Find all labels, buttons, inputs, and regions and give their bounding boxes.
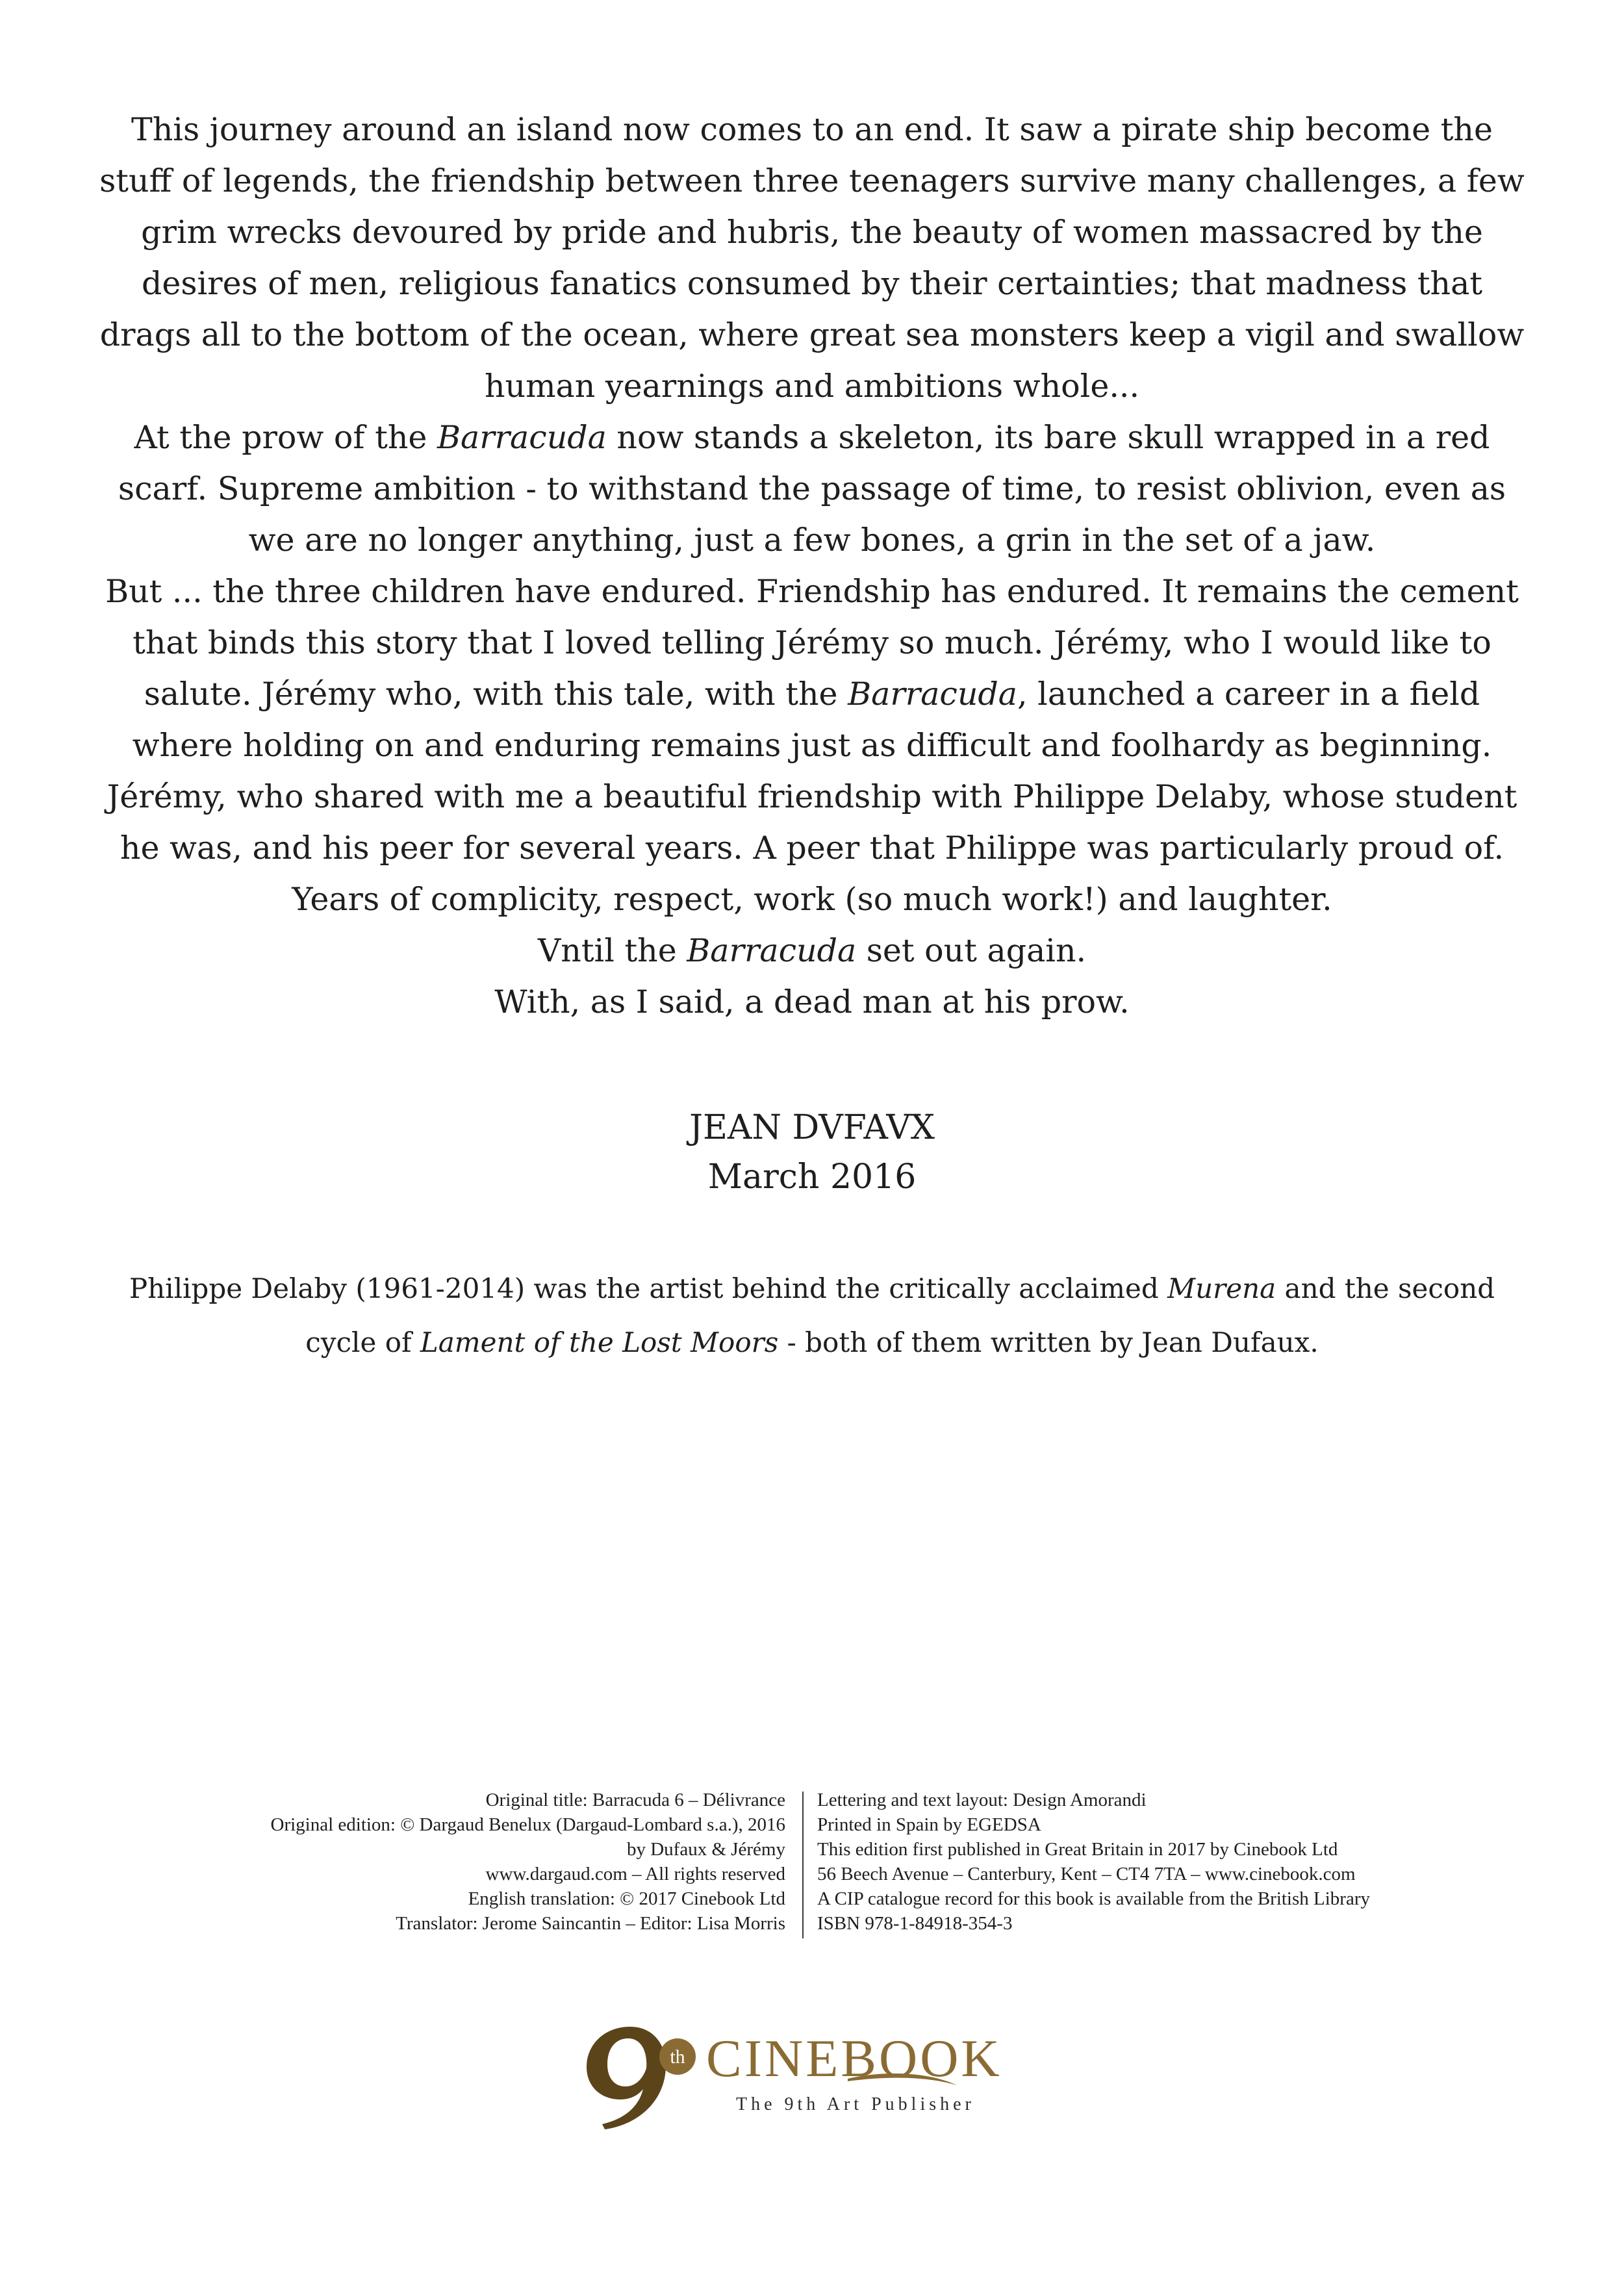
credits-left-column (71, 1788, 785, 1936)
text-run: At the prow of the (134, 419, 437, 456)
afterword-paragraph-4: Years of complicity, respect, work (so much work!) and laughter. (292, 881, 1332, 918)
credit-line: ISBN 978-1-84918-354-3 (817, 1913, 1013, 1934)
afterword-paragraph-2 (97, 412, 1527, 566)
afterword-paragraph-5 (97, 925, 1527, 976)
title-barracuda: Barracuda (848, 676, 1018, 713)
afterword-paragraph-3 (97, 566, 1527, 874)
afterword-paragraph-1: This journey around an island now comes to an end. It saw a pirate ship become the stuff of legends, the friendship between three teenagers survive many challenges, a few grim wrecks devoured by pride and hubris, the beauty of women massacred by the desires of men, religious fanatics consumed by their certainties; that madness that drags all to the bottom of the ocean, where great sea monsters keep a vigil and swallow human yearnings and ambitions whole... (99, 111, 1525, 405)
afterword-paragraph-6: With, as I said, a dead man at his prow. (494, 983, 1130, 1020)
credits-right-column (817, 1788, 1532, 1936)
text-run: But ... the three children have endured. Friendship has endured. It remains the cement that binds this story that I loved telling Jérémy so much. Jérémy, who I would like to salute. Jérémy who, with this tale, with the (105, 573, 1519, 713)
cinebook-9th-logo-icon (568, 2020, 698, 2131)
signature-date: March 2016 (707, 1158, 917, 1197)
text-run: and the second cycle of (305, 1273, 1495, 1358)
text-run: now stands a skeleton, its bare skull wrapped in a red scarf. Supreme ambition - to withstand the passage of time, to resist oblivion, even as we are no longer anything, just a few bones, a grin in the set of a jaw. (118, 419, 1506, 559)
credit-line: 56 Beech Avenue – Canterbury, Kent – CT4 7TA – www.cinebook.com (817, 1864, 1356, 1884)
credit-line: This edition first published in Great Britain in 2017 by Cinebook Ltd (817, 1839, 1338, 1860)
logo-tagline: The 9th Art Publisher (736, 2094, 975, 2114)
afterword-text (97, 104, 1527, 1028)
author-name: JEAN DVFAVX (689, 1108, 935, 1147)
delaby-note (97, 1261, 1527, 1369)
text-run: , launched a career in a field where holding on and enduring remains just as difficult and foolhardy as beginning. Jérémy, who shared with me a beautiful friendship with Philippe Delaby, whose student he was, and his peer for several years. A peer that Philippe was particularly proud of. (107, 676, 1517, 867)
text-run: Philippe Delaby (1961-2014) was the artist behind the critically acclaimed (129, 1273, 1168, 1304)
credit-line: A CIP catalogue record for this book is available from the British Library (817, 1888, 1370, 1909)
credit-line: Translator: Jerome Saincantin – Editor: Lisa Morris (396, 1913, 785, 1934)
credit-line: Printed in Spain by EGEDSA (817, 1814, 1041, 1835)
credit-line: by Dufaux & Jérémy (626, 1839, 785, 1860)
title-lament: Lament of the Lost Moors (420, 1326, 779, 1358)
text-run: Vntil the (537, 932, 687, 969)
signature-block (0, 1103, 1624, 1202)
cinebook-logo (568, 2020, 1062, 2131)
title-barracuda: Barracuda (437, 419, 607, 456)
logo-mark-text: th (670, 2046, 685, 2068)
text-run: set out again. (856, 932, 1087, 969)
credit-line: Lettering and text layout: Design Amorandi (817, 1790, 1147, 1810)
credit-line: Original title: Barracuda 6 – Délivrance (485, 1790, 785, 1810)
title-barracuda: Barracuda (687, 932, 857, 969)
credit-line: www.dargaud.com – All rights reserved (485, 1864, 785, 1884)
title-murena: Murena (1167, 1273, 1276, 1304)
logo-wordmark: CINEBOOK (706, 2029, 1002, 2088)
swoosh-icon (848, 2059, 958, 2092)
text-run: - both of them written by Jean Dufaux. (778, 1326, 1319, 1358)
credit-line: Original edition: © Dargaud Benelux (Dargaud-Lombard s.a.), 2016 (270, 1814, 785, 1835)
credits-divider (802, 1792, 804, 1938)
credit-line: English translation: © 2017 Cinebook Ltd (468, 1888, 785, 1909)
note-paragraph (97, 1261, 1527, 1369)
